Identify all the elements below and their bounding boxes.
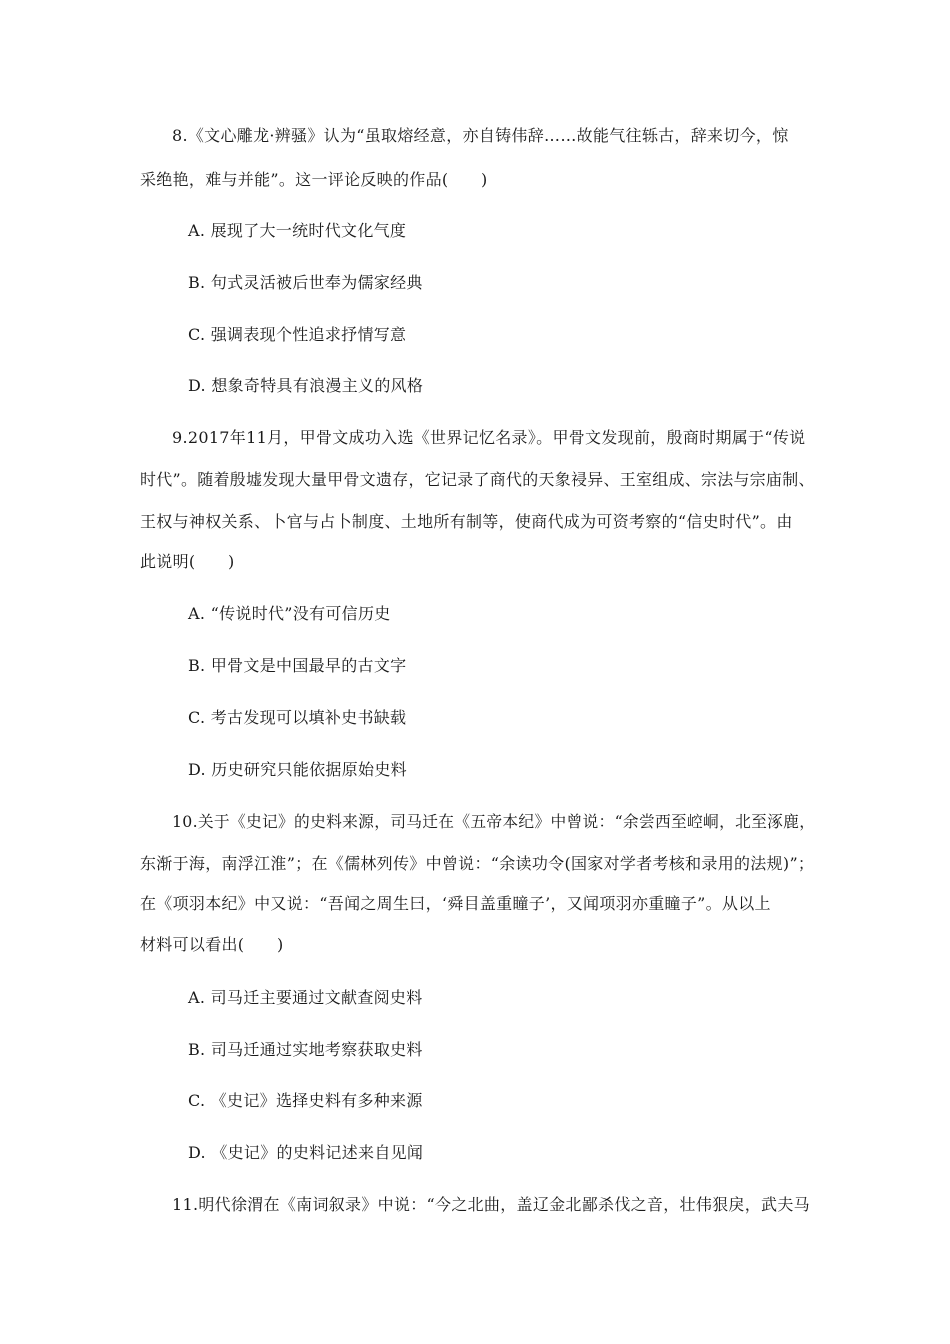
question-10-stem-line-1: 10.关于《史记》的史料来源，司马迁在《五帝本纪》中曾说：“余尝西至崆峒，北至涿鹿， xyxy=(172,812,816,831)
question-9-stem-line-2: 时代”。随着殷墟发现大量甲骨文遗存，它记录了商代的天象祲异、王室组成、宗法与宗庙制、 xyxy=(140,470,815,489)
question-9-option-a: A. “传说时代”没有可信历史 xyxy=(188,604,391,623)
question-10-stem-line-4: 材料可以看出( ) xyxy=(140,935,284,954)
question-9-option-c: C. 考古发现可以填补史书缺载 xyxy=(188,708,407,727)
question-9-stem-line-4: 此说明( ) xyxy=(140,552,235,571)
question-9-stem-line-1: 9.2017年11月，甲骨文成功入选《世界记忆名录》。甲骨文发现前，殷商时期属于“传说 xyxy=(172,428,806,447)
question-9-stem-line-3: 王权与神权关系、卜官与占卜制度、土地所有制等，使商代成为可资考察的“信史时代”。由 xyxy=(140,512,793,531)
question-10-stem-line-2: 东渐于海，南浮江淮”；在《儒林列传》中曾说：“余读功令(国家对学者考核和录用的法规)”； xyxy=(140,854,815,873)
question-10-option-a: A. 司马迁主要通过文献查阅史料 xyxy=(188,988,423,1007)
question-9-option-b: B. 甲骨文是中国最早的古文字 xyxy=(188,656,407,675)
question-8-option-b: B. 句式灵活被后世奉为儒家经典 xyxy=(188,273,423,292)
question-8-option-a: A. 展现了大一统时代文化气度 xyxy=(188,221,407,240)
question-10-stem-line-3: 在《项羽本纪》中又说：“吾闻之周生曰，‘舜目盖重瞳子’，又闻项羽亦重瞳子”。从以上 xyxy=(140,894,771,913)
question-9-option-d: D. 历史研究只能依据原始史料 xyxy=(188,760,407,779)
question-8-option-c: C. 强调表现个性追求抒情写意 xyxy=(188,325,407,344)
question-10-option-c: C. 《史记》选择史料有多种来源 xyxy=(188,1091,423,1110)
question-10-option-d: D. 《史记》的史料记述来自见闻 xyxy=(188,1143,424,1162)
question-8-stem-line-2: 采绝艳，难与并能”。这一评论反映的作品( ) xyxy=(140,170,488,189)
question-10-option-b: B. 司马迁通过实地考察获取史料 xyxy=(188,1040,423,1059)
question-8-stem-line-1: 8.《文心雕龙·辨骚》认为“虽取熔经意，亦自铸伟辞……故能气往轹古，辞来切今，惊 xyxy=(172,126,789,145)
question-8-option-d: D. 想象奇特具有浪漫主义的风格 xyxy=(188,376,424,395)
question-11-stem-line-1: 11.明代徐渭在《南词叙录》中说：“今之北曲，盖辽金北鄙杀伐之音，壮伟狠戾，武夫马 xyxy=(172,1195,810,1214)
